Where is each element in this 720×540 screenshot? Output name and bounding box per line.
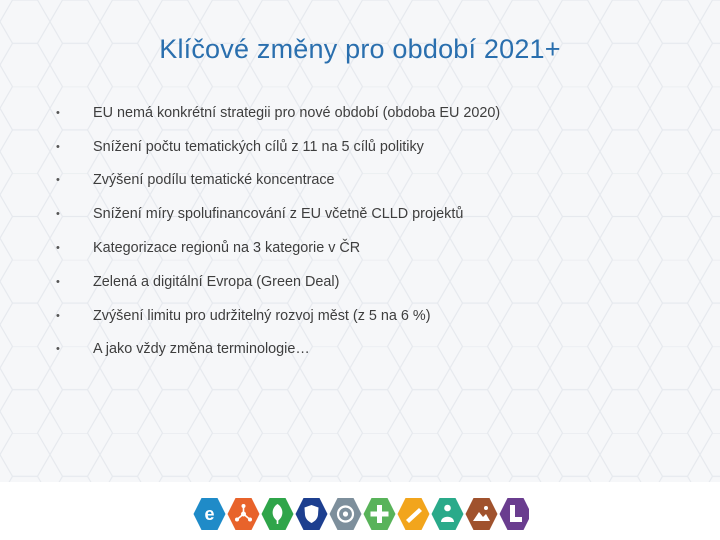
bullet-text: Kategorizace regionů na 3 kategorie v ČR: [93, 240, 361, 257]
svg-text:e: e: [204, 504, 215, 524]
bullet-text: Zvýšení podílu tematické koncentrace: [93, 172, 335, 189]
bullet-marker: •: [56, 343, 60, 356]
bullet-text: EU nemá konkrétní strategii pro nové období (obdoba EU 2020): [93, 104, 501, 121]
bullet-text: A jako vždy změna terminologie…: [93, 341, 310, 358]
bullet-marker: •: [56, 242, 60, 255]
bullet-marker: •: [56, 208, 60, 221]
shield-icon: [296, 498, 328, 530]
program-icons-row: [193, 497, 529, 531]
bullet-text: Zvýšení limitu pro udržitelný rozvoj měst (z 5 na 6 %): [93, 307, 431, 324]
bullet-marker: •: [56, 275, 60, 288]
list-item: [56, 265, 500, 299]
cross-icon: [364, 498, 396, 530]
bullet-marker: •: [56, 174, 60, 187]
list-item: [56, 333, 500, 367]
bullet-text: Zelená a digitální Evropa (Green Deal): [93, 273, 340, 290]
e-letter-icon: [194, 498, 226, 530]
bullet-text: Snížení počtu tematických cílů z 11 na 5 cílů politiky: [93, 138, 424, 155]
slide-title: Klíčové změny pro období 2021+: [159, 34, 561, 64]
list-item: [56, 299, 500, 333]
pen-icon: [398, 498, 430, 530]
bullet-marker: •: [56, 106, 60, 119]
gear-icon: [330, 498, 362, 530]
list-item: [56, 197, 500, 231]
bullet-list: [56, 96, 500, 366]
bullet-marker: •: [56, 309, 60, 322]
bullet-marker: •: [56, 140, 60, 153]
bullet-text: Snížení míry spolufinancování z EU včetně CLLD projektů: [93, 206, 464, 223]
person-icon: [432, 498, 464, 530]
list-item: [56, 164, 500, 198]
leaf-icon: [262, 498, 294, 530]
list-item: [56, 231, 500, 265]
landscape-icon: [466, 498, 498, 530]
network-icon: [228, 498, 260, 530]
list-item: [56, 130, 500, 164]
l-shape-icon: [500, 498, 530, 530]
list-item: [56, 96, 500, 130]
